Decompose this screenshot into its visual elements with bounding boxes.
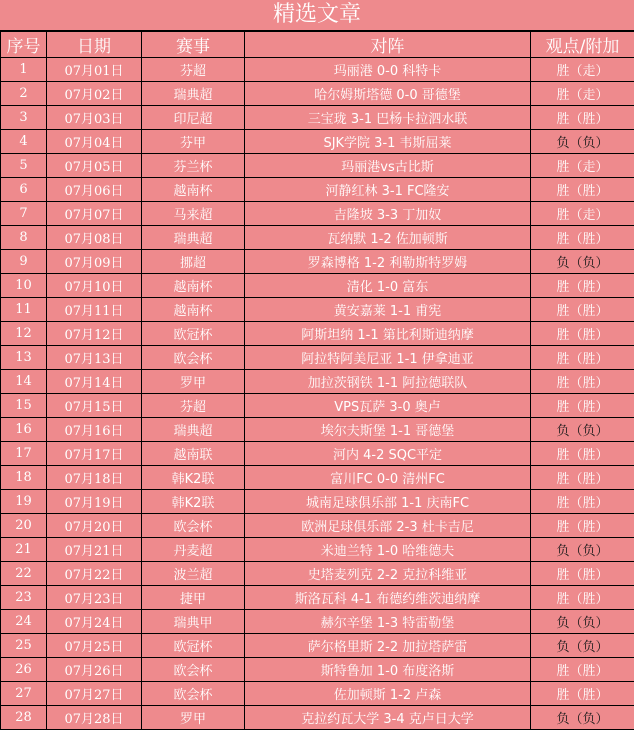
row-match: 佐加顿斯 1-2 卢森: [245, 682, 531, 706]
row-date: 07月20日: [47, 514, 142, 538]
table-row: [1, 58, 634, 82]
table-row: [1, 130, 634, 154]
row-number: 15: [1, 394, 47, 418]
row-league: 马来超: [142, 202, 245, 226]
row-number: 12: [1, 322, 47, 346]
row-match: 黄安嘉莱 1-1 甫宪: [245, 298, 531, 322]
row-league: 越南杯: [142, 274, 245, 298]
table-row: [1, 538, 634, 562]
row-date: 07月13日: [47, 346, 142, 370]
row-number: 22: [1, 562, 47, 586]
table-row: [1, 418, 634, 442]
row-pick: 胜（胜）: [531, 322, 634, 346]
table-row: [1, 514, 634, 538]
row-number: 5: [1, 154, 47, 178]
row-match: 河内 4-2 SQC平定: [245, 442, 531, 466]
table-row: [1, 226, 634, 250]
row-number: 17: [1, 442, 47, 466]
row-number: 1: [1, 58, 47, 82]
row-date: 07月02日: [47, 82, 142, 106]
row-league: 欧会杯: [142, 658, 245, 682]
row-league: 瑞典超: [142, 418, 245, 442]
row-date: 07月06日: [47, 178, 142, 202]
table-row: [1, 346, 634, 370]
table-row: [1, 202, 634, 226]
row-pick: 负（负）: [531, 634, 634, 658]
table-row: [1, 634, 634, 658]
row-number: 4: [1, 130, 47, 154]
row-date: 07月22日: [47, 562, 142, 586]
row-pick: 胜（胜）: [531, 586, 634, 610]
row-pick: 胜（胜）: [531, 658, 634, 682]
row-number: 25: [1, 634, 47, 658]
header-date: 日期: [47, 32, 142, 58]
row-match: 玛丽港 0-0 科特卡: [245, 58, 531, 82]
row-match: 玛丽港vs古比斯: [245, 154, 531, 178]
row-number: 27: [1, 682, 47, 706]
table-body: [1, 58, 634, 730]
row-pick: 负（负）: [531, 538, 634, 562]
row-league: 丹麦超: [142, 538, 245, 562]
table-row: [1, 394, 634, 418]
row-match: 斯特鲁加 1-0 布度洛斯: [245, 658, 531, 682]
row-number: 18: [1, 466, 47, 490]
row-match: 富川FC 0-0 清州FC: [245, 466, 531, 490]
row-number: 8: [1, 226, 47, 250]
row-number: 13: [1, 346, 47, 370]
row-match: 阿拉特阿美尼亚 1-1 伊拿迪亚: [245, 346, 531, 370]
row-league: 芬甲: [142, 130, 245, 154]
row-date: 07月08日: [47, 226, 142, 250]
row-pick: 胜（胜）: [531, 514, 634, 538]
row-pick: 负（负）: [531, 418, 634, 442]
row-league: 越南杯: [142, 178, 245, 202]
table-row: [1, 298, 634, 322]
row-date: 07月26日: [47, 658, 142, 682]
row-number: 16: [1, 418, 47, 442]
row-date: 07月24日: [47, 610, 142, 634]
row-pick: 负（负）: [531, 250, 634, 274]
table-row: [1, 442, 634, 466]
row-match: 克拉约瓦大学 3-4 克卢日大学: [245, 706, 531, 730]
row-pick: 负（负）: [531, 130, 634, 154]
row-pick: 负（负）: [531, 706, 634, 730]
table-row: [1, 610, 634, 634]
row-league: 欧冠杯: [142, 634, 245, 658]
row-pick: 胜（胜）: [531, 466, 634, 490]
row-match: 吉隆坡 3-3 丁加奴: [245, 202, 531, 226]
row-match: VPS瓦萨 3-0 奥卢: [245, 394, 531, 418]
row-pick: 胜（胜）: [531, 178, 634, 202]
table-row: [1, 562, 634, 586]
row-pick: 胜（胜）: [531, 226, 634, 250]
row-date: 07月01日: [47, 58, 142, 82]
row-league: 芬兰杯: [142, 154, 245, 178]
row-match: 埃尔夫斯堡 1-1 哥德堡: [245, 418, 531, 442]
row-date: 07月27日: [47, 682, 142, 706]
row-match: 清化 1-0 富东: [245, 274, 531, 298]
row-date: 07月28日: [47, 706, 142, 730]
table-row: [1, 466, 634, 490]
row-date: 07月23日: [47, 586, 142, 610]
row-league: 韩K2联: [142, 466, 245, 490]
row-match: 萨尔格里斯 2-2 加拉塔萨雷: [245, 634, 531, 658]
sheet-title: 精选文章: [0, 0, 634, 31]
row-date: 07月10日: [47, 274, 142, 298]
row-pick: 胜（胜）: [531, 562, 634, 586]
row-number: 23: [1, 586, 47, 610]
row-league: 瑞典超: [142, 226, 245, 250]
row-pick: 胜（胜）: [531, 346, 634, 370]
table-row: [1, 370, 634, 394]
row-pick: 胜（胜）: [531, 490, 634, 514]
row-league: 越南联: [142, 442, 245, 466]
row-league: 越南杯: [142, 298, 245, 322]
row-number: 19: [1, 490, 47, 514]
row-date: 07月11日: [47, 298, 142, 322]
table-row: [1, 274, 634, 298]
row-number: 3: [1, 106, 47, 130]
row-match: 罗森博格 1-2 利勒斯特罗姆: [245, 250, 531, 274]
row-match: 斯洛瓦科 4-1 布德约维茨迪纳摩: [245, 586, 531, 610]
row-number: 20: [1, 514, 47, 538]
row-pick: 胜（胜）: [531, 298, 634, 322]
table-row: [1, 490, 634, 514]
row-match: 赫尔辛堡 1-3 特雷勒堡: [245, 610, 531, 634]
table-row: [1, 682, 634, 706]
table-row: [1, 658, 634, 682]
table-row: [1, 250, 634, 274]
table-row: [1, 706, 634, 730]
row-match: 瓦纳默 1-2 佐加顿斯: [245, 226, 531, 250]
row-match: 史塔麦列克 2-2 克拉科维亚: [245, 562, 531, 586]
row-date: 07月21日: [47, 538, 142, 562]
row-number: 6: [1, 178, 47, 202]
header-pick: 观点/附加: [531, 32, 634, 58]
row-date: 07月03日: [47, 106, 142, 130]
match-table: [0, 31, 634, 730]
row-match: 加拉茨钢铁 1-1 阿拉德联队: [245, 370, 531, 394]
row-pick: 胜（胜）: [531, 682, 634, 706]
row-league: 欧冠杯: [142, 322, 245, 346]
row-league: 芬超: [142, 58, 245, 82]
row-league: 欧会杯: [142, 346, 245, 370]
row-pick: 胜（走）: [531, 58, 634, 82]
row-date: 07月19日: [47, 490, 142, 514]
row-number: 24: [1, 610, 47, 634]
header-no: 序号: [1, 32, 47, 58]
row-pick: 胜（走）: [531, 82, 634, 106]
row-league: 芬超: [142, 394, 245, 418]
row-league: 瑞典超: [142, 82, 245, 106]
row-pick: 胜（胜）: [531, 394, 634, 418]
table-row: [1, 154, 634, 178]
table-row: [1, 586, 634, 610]
row-pick: 胜（胜）: [531, 274, 634, 298]
row-league: 瑞典甲: [142, 610, 245, 634]
row-match: 米迪兰特 1-0 哈维德夫: [245, 538, 531, 562]
row-league: 波兰超: [142, 562, 245, 586]
header-league: 赛事: [142, 32, 245, 58]
row-match: 三宝珑 3-1 巴杨卡拉泗水联: [245, 106, 531, 130]
header-row: [1, 32, 634, 58]
row-number: 10: [1, 274, 47, 298]
row-date: 07月25日: [47, 634, 142, 658]
row-date: 07月12日: [47, 322, 142, 346]
row-match: 城南足球俱乐部 1-1 庆南FC: [245, 490, 531, 514]
header-match: 对阵: [245, 32, 531, 58]
row-date: 07月17日: [47, 442, 142, 466]
row-pick: 负（负）: [531, 610, 634, 634]
table-row: [1, 178, 634, 202]
table-row: [1, 82, 634, 106]
row-league: 印尼超: [142, 106, 245, 130]
row-league: 欧会杯: [142, 682, 245, 706]
row-pick: 胜（走）: [531, 202, 634, 226]
row-league: 罗甲: [142, 706, 245, 730]
row-date: 07月04日: [47, 130, 142, 154]
row-league: 罗甲: [142, 370, 245, 394]
row-number: 28: [1, 706, 47, 730]
row-match: 欧洲足球俱乐部 2-3 杜卡吉尼: [245, 514, 531, 538]
row-number: 7: [1, 202, 47, 226]
row-league: 欧会杯: [142, 514, 245, 538]
row-date: 07月09日: [47, 250, 142, 274]
row-match: 哈尔姆斯塔德 0-0 哥德堡: [245, 82, 531, 106]
row-number: 2: [1, 82, 47, 106]
row-match: 河静红林 3-1 FC隆安: [245, 178, 531, 202]
row-number: 14: [1, 370, 47, 394]
row-pick: 胜（走）: [531, 154, 634, 178]
row-date: 07月05日: [47, 154, 142, 178]
row-number: 21: [1, 538, 47, 562]
row-date: 07月18日: [47, 466, 142, 490]
row-pick: 胜（胜）: [531, 442, 634, 466]
table-row: [1, 106, 634, 130]
row-date: 07月07日: [47, 202, 142, 226]
row-league: 韩K2联: [142, 490, 245, 514]
row-pick: 胜（胜）: [531, 106, 634, 130]
row-match: SJK学院 3-1 韦斯屈莱: [245, 130, 531, 154]
row-date: 07月14日: [47, 370, 142, 394]
table-row: [1, 322, 634, 346]
row-number: 11: [1, 298, 47, 322]
row-match: 阿斯坦纳 1-1 第比利斯迪纳摩: [245, 322, 531, 346]
row-number: 26: [1, 658, 47, 682]
row-league: 挪超: [142, 250, 245, 274]
row-league: 捷甲: [142, 586, 245, 610]
row-pick: 胜（胜）: [531, 370, 634, 394]
row-number: 9: [1, 250, 47, 274]
row-date: 07月15日: [47, 394, 142, 418]
row-date: 07月16日: [47, 418, 142, 442]
